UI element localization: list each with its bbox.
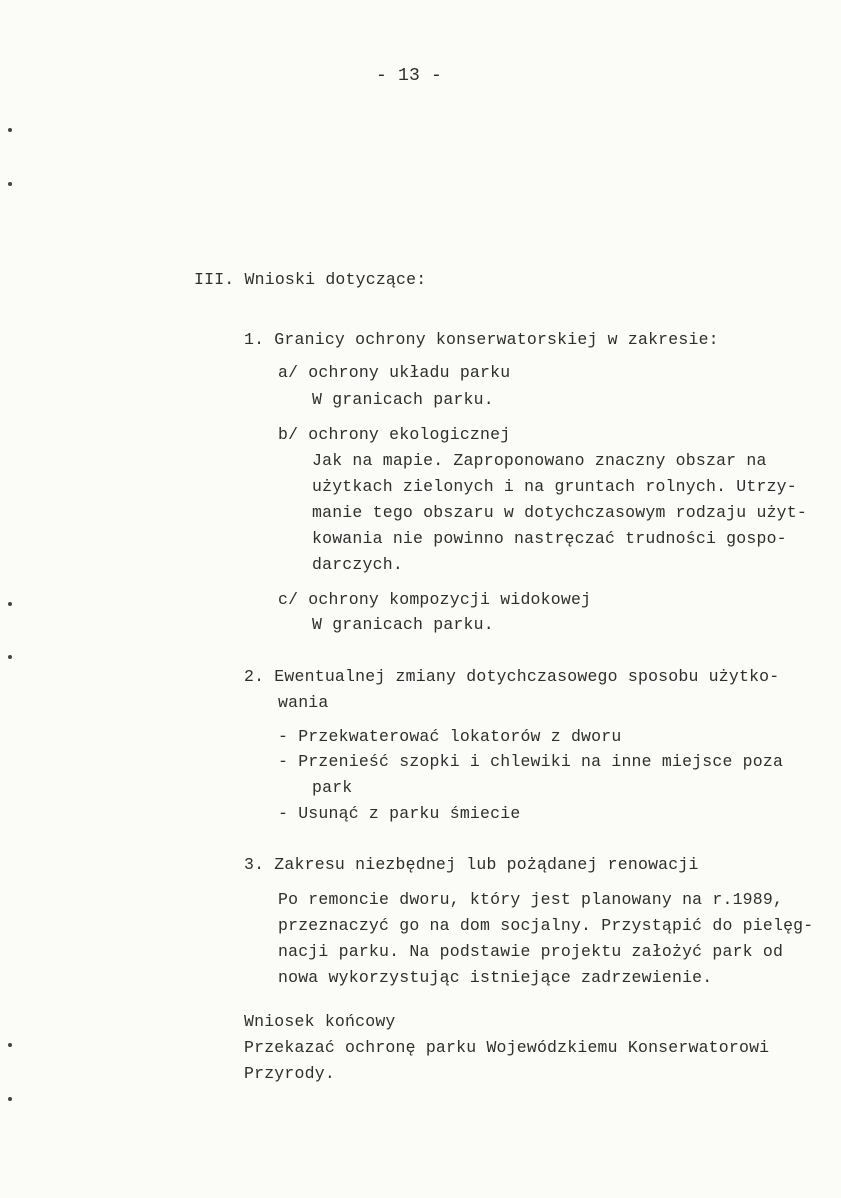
scan-mark [8, 602, 12, 606]
item-1c-label: c/ ochrony kompozycji widokowej [278, 590, 592, 609]
scan-mark [8, 182, 12, 186]
item-1b-line: Jak na mapie. Zaproponowano znaczny obszar na [312, 451, 767, 470]
item-1c-text: W granicach parku. [312, 615, 494, 634]
item-2-bullet: - Przekwaterować lokatorów z dworu [278, 727, 622, 746]
conclusion-title: Wniosek końcowy [244, 1012, 396, 1031]
item-1b-line: kowania nie powinno nastręczać trudności gospo- [312, 529, 787, 548]
item-3-line: przeznaczyć go na dom socjalny. Przystąpić do pielęg- [278, 916, 814, 935]
item-2-title: 2. Ewentualnej zmiany dotychczasowego sposobu użytko- [244, 667, 780, 686]
item-1-title: 1. Granicy ochrony konserwatorskiej w zakresie: [244, 330, 719, 349]
item-1a-label: a/ ochrony układu parku [278, 363, 511, 382]
item-3-title: 3. Zakresu niezbędnej lub pożądanej renowacji [244, 855, 699, 874]
scan-mark [8, 128, 12, 132]
item-1b-label: b/ ochrony ekologicznej [278, 425, 511, 444]
item-2-bullet-cont: park [312, 778, 353, 797]
scan-mark [8, 655, 12, 659]
item-1b-line: darczych. [312, 555, 403, 574]
item-1b-line: manie tego obszaru w dotychczasowym rodzaju użyt- [312, 503, 807, 522]
item-2-title-cont: wania [278, 693, 329, 712]
item-3-line: Po remoncie dworu, który jest planowany na r.1989, [278, 890, 784, 909]
item-3-line: nacji parku. Na podstawie projektu założyć park od [278, 942, 784, 961]
scan-mark [8, 1097, 12, 1101]
item-2-bullet: - Przenieść szopki i chlewiki na inne miejsce poza [278, 752, 784, 771]
scan-mark [8, 1043, 12, 1047]
page-number: - 13 - [376, 66, 443, 86]
item-2-bullet: - Usunąć z parku śmiecie [278, 804, 521, 823]
item-1b-line: użytkach zielonych i na gruntach rolnych. Utrzy- [312, 477, 797, 496]
conclusion-line: Przyrody. [244, 1064, 335, 1083]
item-3-line: nowa wykorzystując istniejące zadrzewienie. [278, 968, 713, 987]
section-heading: III. Wnioski dotyczące: [194, 270, 427, 289]
item-1a-text: W granicach parku. [312, 390, 494, 409]
conclusion-line: Przekazać ochronę parku Wojewódzkiemu Konserwatorowi [244, 1038, 770, 1057]
